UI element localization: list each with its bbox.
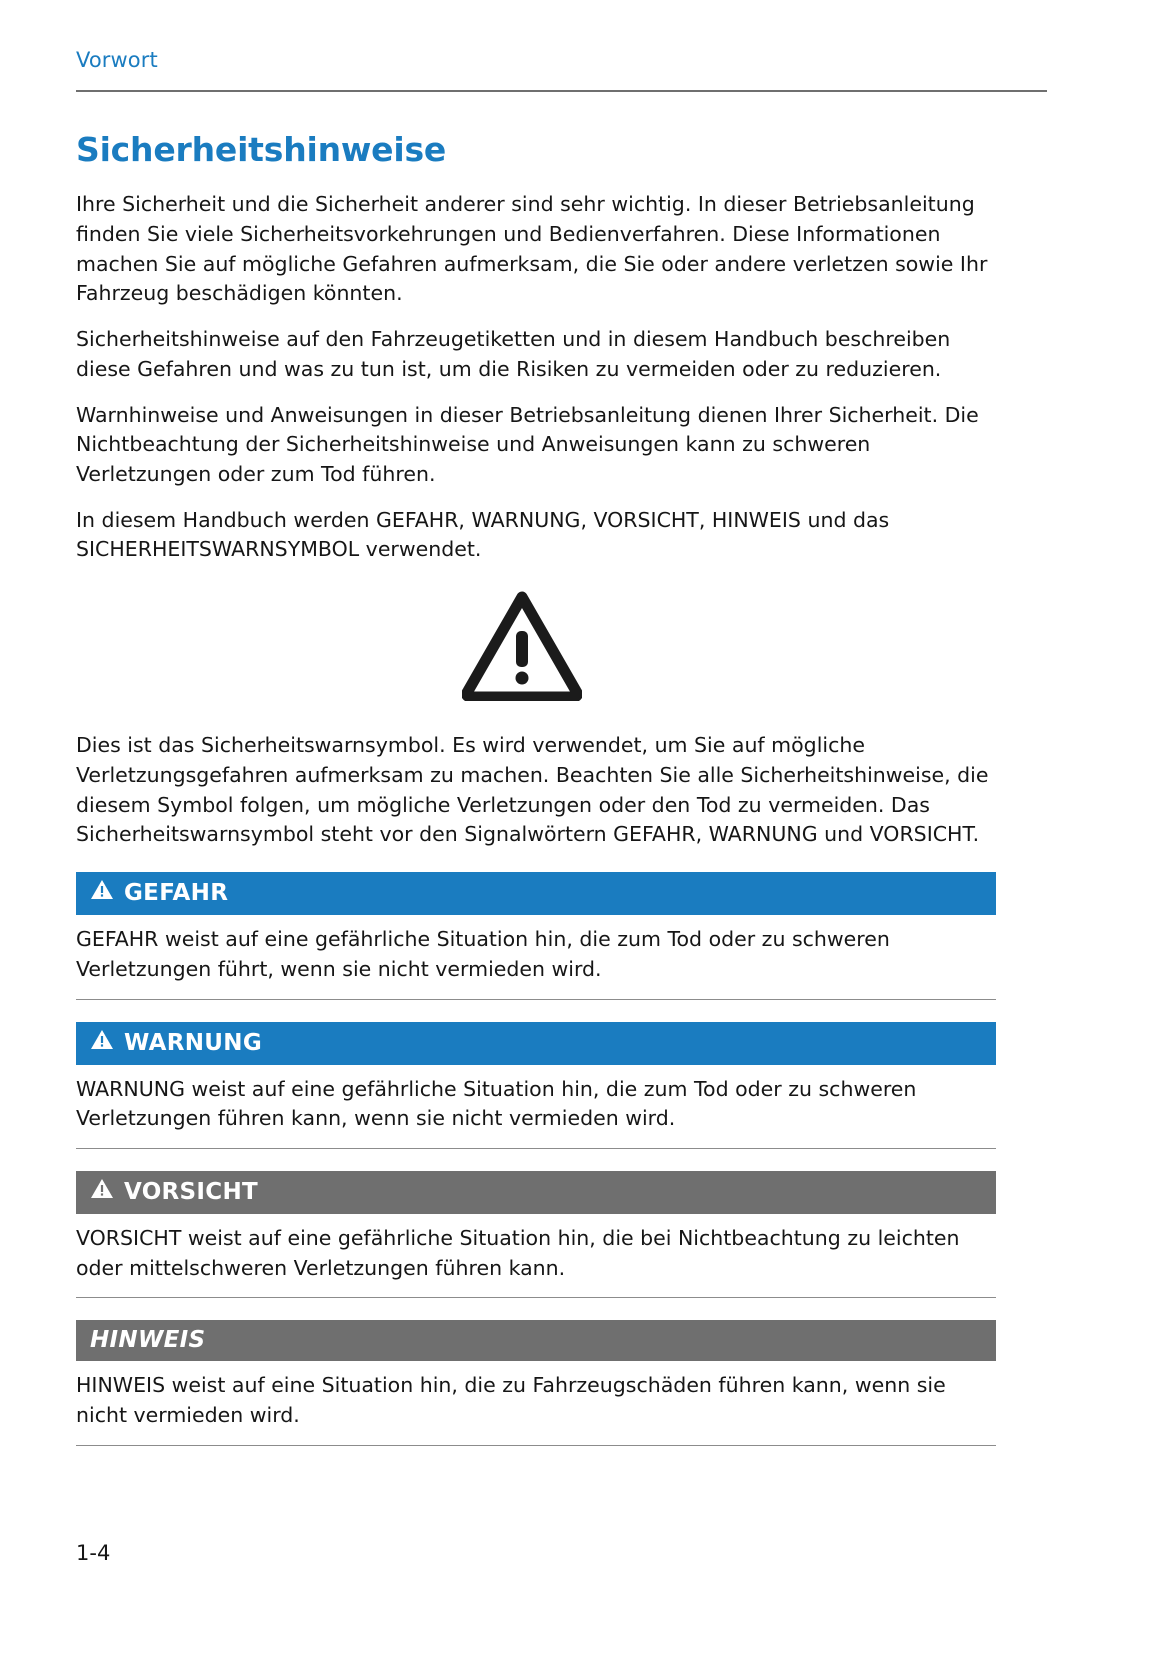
admonition-vorsicht-divider (76, 1297, 996, 1298)
safety-alert-symbol (76, 589, 1047, 701)
main-content (76, 132, 1047, 1446)
admonition-gefahr-text: GEFAHR weist auf eine gefährliche Situation hin, die zum Tod oder zu schweren Verletzungen führt, wenn sie nicht vermieden wird. (76, 927, 890, 981)
admonition-warnung-text: WARNUNG weist auf eine gefährliche Situation hin, die zum Tod oder zu schweren Verletzungen führen kann, wenn sie nicht vermieden wird. (76, 1076, 917, 1131)
intro-paragraph-1: Ihre Sicherheit und die Sicherheit anderer sind sehr wichtig. In dieser Betriebsanleitung finden Sie viele Sicherheitsvorkehrungen und Bedienverfahren. Diese Informationen machen Sie auf mögliche Gefahren aufmerksam, die Sie oder andere verletzen sowie Ihr Fahrzeug beschädigen könnten. (76, 192, 988, 306)
intro-paragraph-2: Sicherheitshinweise auf den Fahrzeugetiketten und in diesem Handbuch beschreiben diese Gefahren und was zu tun ist, um die Risiken zu vermeiden oder zu reduzieren. (76, 327, 951, 381)
admonition-hinweis-label: HINWEIS (90, 1327, 206, 1354)
symbol-caption: Dies ist das Sicherheitswarnsymbol. Es wird verwendet, um Sie auf mögliche Verletzungsgefahren aufmerksam zu machen. Beachten Sie alle Sicherheitshinweise, die diesem Symbol folgen, um mögliche Verletzungen oder den Tod zu vermeiden. Das Sicherheitswarnsymbol steht vor den Signalwörtern GEFAHR, WARNUNG und VORSICHT. (76, 733, 989, 847)
admonition-vorsicht-header (76, 1171, 996, 1214)
page-number: 1-4 (76, 1541, 111, 1565)
warning-triangle-icon (90, 879, 114, 907)
header-divider (76, 90, 1047, 92)
admonition-warnung (76, 1022, 996, 1149)
admonition-warnung-header (76, 1022, 996, 1065)
warning-triangle-icon (462, 589, 582, 701)
admonition-gefahr (76, 872, 996, 999)
admonition-hinweis-header (76, 1320, 996, 1361)
admonition-vorsicht-text: VORSICHT weist auf eine gefährliche Situation hin, die bei Nichtbeachtung zu leichten oder mittelschweren Verletzungen führen kann. (76, 1225, 960, 1280)
warning-triangle-icon (90, 1029, 114, 1057)
running-header: Vorwort (76, 48, 158, 72)
admonition-hinweis (76, 1320, 996, 1445)
admonition-warnung-label: WARNUNG (124, 1029, 262, 1056)
admonition-hinweis-divider (76, 1445, 996, 1446)
warning-triangle-icon (90, 1178, 114, 1206)
admonition-gefahr-label: GEFAHR (124, 880, 229, 907)
admonition-warnung-divider (76, 1148, 996, 1149)
admonition-vorsicht-label: VORSICHT (124, 1178, 258, 1205)
admonition-gefahr-divider (76, 999, 996, 1000)
admonition-hinweis-text: HINWEIS weist auf eine Situation hin, die zu Fahrzeugschäden führen kann, wenn sie nicht vermieden wird. (76, 1373, 946, 1428)
intro-paragraph-3: Warnhinweise und Anweisungen in dieser Betriebsanleitung dienen Ihrer Sicherheit. Die Nichtbeachtung der Sicherheitshinweise und Anweisungen kann zu schweren Verletzungen oder zum Tod führen. (76, 402, 979, 487)
page-title: Sicherheitshinweise (76, 130, 447, 169)
intro-paragraph-4: In diesem Handbuch werden GEFAHR, WARNUNG, VORSICHT, HINWEIS und das SICHERHEITSWARNSYMBOL verwendet. (76, 507, 890, 562)
admonition-gefahr-header (76, 872, 996, 915)
admonition-vorsicht (76, 1171, 996, 1298)
